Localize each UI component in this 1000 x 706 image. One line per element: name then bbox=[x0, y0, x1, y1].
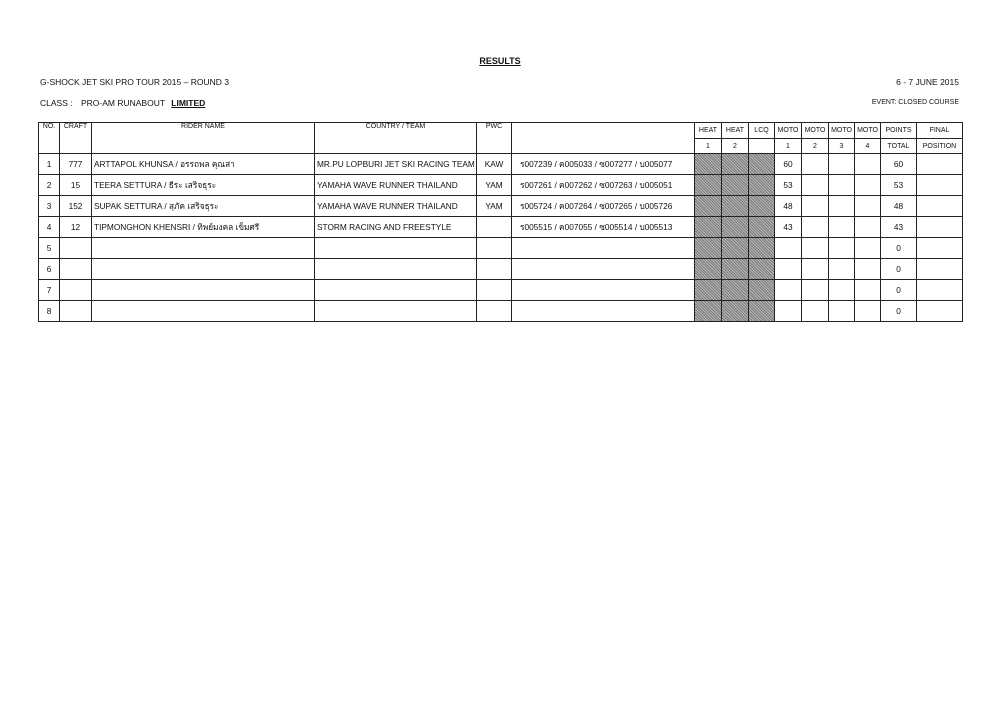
table-row bbox=[39, 301, 963, 322]
cell-ids bbox=[512, 259, 695, 280]
table-row bbox=[39, 280, 963, 301]
cell-moto3 bbox=[829, 175, 855, 196]
cell-final-position bbox=[917, 175, 963, 196]
cell-ids: ร007239 / ค005033 / ซ007277 / บ005077 bbox=[512, 154, 695, 175]
cell-final-position bbox=[917, 259, 963, 280]
cell-moto3 bbox=[829, 301, 855, 322]
cell-final-position bbox=[917, 280, 963, 301]
table-row bbox=[39, 175, 963, 196]
results-title: RESULTS bbox=[479, 56, 521, 66]
col-country-team: COUNTRY / TEAM bbox=[315, 123, 477, 154]
cell-country-team bbox=[315, 238, 477, 259]
cell-heat2 bbox=[722, 175, 749, 196]
cell-rider-name: TEERA SETTURA / ธีระ เสริจธุระ bbox=[92, 175, 315, 196]
col-moto3-sub: 3 bbox=[829, 139, 855, 154]
cell-moto4 bbox=[855, 238, 881, 259]
col-moto1-sub: 1 bbox=[775, 139, 802, 154]
cell-heat1 bbox=[695, 175, 722, 196]
cell-moto1 bbox=[775, 238, 802, 259]
cell-ids: ร005515 / ค007055 / ซ005514 / บ005513 bbox=[512, 217, 695, 238]
class-line bbox=[40, 98, 205, 108]
col-ids bbox=[512, 123, 695, 154]
col-final: FINAL bbox=[917, 123, 963, 139]
cell-lcq bbox=[749, 259, 775, 280]
cell-moto3 bbox=[829, 280, 855, 301]
cell-moto2 bbox=[802, 175, 829, 196]
cell-moto1: 48 bbox=[775, 196, 802, 217]
cell-moto4 bbox=[855, 154, 881, 175]
col-heat2: HEAT bbox=[722, 123, 749, 139]
col-points: POINTS bbox=[881, 123, 917, 139]
cell-lcq bbox=[749, 175, 775, 196]
cell-pwc bbox=[477, 217, 512, 238]
cell-no: 4 bbox=[39, 217, 60, 238]
results-table bbox=[38, 122, 963, 322]
cell-rider-name: SUPAK SETTURA / สุภัค เสริจธุระ bbox=[92, 196, 315, 217]
col-moto2-sub: 2 bbox=[802, 139, 829, 154]
cell-pwc bbox=[477, 301, 512, 322]
col-moto3: MOTO bbox=[829, 123, 855, 139]
cell-moto3 bbox=[829, 259, 855, 280]
cell-no: 7 bbox=[39, 280, 60, 301]
cell-moto2 bbox=[802, 238, 829, 259]
cell-rider-name bbox=[92, 238, 315, 259]
cell-no: 5 bbox=[39, 238, 60, 259]
cell-heat1 bbox=[695, 217, 722, 238]
cell-craft bbox=[60, 280, 92, 301]
col-lcq: LCQ bbox=[749, 123, 775, 139]
cell-points-total: 0 bbox=[881, 301, 917, 322]
cell-points-total: 43 bbox=[881, 217, 917, 238]
cell-heat1 bbox=[695, 238, 722, 259]
cell-pwc: YAM bbox=[477, 196, 512, 217]
col-moto4-sub: 4 bbox=[855, 139, 881, 154]
cell-lcq bbox=[749, 280, 775, 301]
cell-ids bbox=[512, 301, 695, 322]
cell-heat1 bbox=[695, 154, 722, 175]
event-course: EVENT: CLOSED COURSE bbox=[871, 99, 959, 106]
class-label: CLASS : bbox=[40, 98, 73, 108]
cell-moto1 bbox=[775, 259, 802, 280]
cell-moto3 bbox=[829, 217, 855, 238]
cell-points-total: 48 bbox=[881, 196, 917, 217]
cell-moto2 bbox=[802, 280, 829, 301]
cell-final-position bbox=[917, 217, 963, 238]
cell-points-total: 60 bbox=[881, 154, 917, 175]
cell-heat1 bbox=[695, 259, 722, 280]
cell-ids: ร005724 / ค007264 / ซ007265 / บ005726 bbox=[512, 196, 695, 217]
col-lcq-sub bbox=[749, 139, 775, 154]
cell-craft: 152 bbox=[60, 196, 92, 217]
col-heat2-sub: 2 bbox=[722, 139, 749, 154]
cell-moto4 bbox=[855, 259, 881, 280]
event-date: 6 - 7 JUNE 2015 bbox=[896, 77, 959, 87]
cell-craft bbox=[60, 259, 92, 280]
cell-country-team bbox=[315, 301, 477, 322]
cell-points-total: 0 bbox=[881, 259, 917, 280]
cell-points-total: 53 bbox=[881, 175, 917, 196]
col-moto2: MOTO bbox=[802, 123, 829, 139]
table-row bbox=[39, 196, 963, 217]
col-craft: CRAFT bbox=[60, 123, 92, 154]
cell-ids: ร007261 / ค007262 / ซ007263 / บ005051 bbox=[512, 175, 695, 196]
cell-lcq bbox=[749, 301, 775, 322]
cell-country-team: YAMAHA WAVE RUNNER THAILAND bbox=[315, 175, 477, 196]
cell-craft: 12 bbox=[60, 217, 92, 238]
event-name: G-SHOCK JET SKI PRO TOUR 2015 – ROUND 3 bbox=[40, 77, 229, 87]
cell-final-position bbox=[917, 301, 963, 322]
cell-pwc: KAW bbox=[477, 154, 512, 175]
table-row bbox=[39, 238, 963, 259]
col-heat1: HEAT bbox=[695, 123, 722, 139]
col-rider-name: RIDER NAME bbox=[92, 123, 315, 154]
cell-country-team: YAMAHA WAVE RUNNER THAILAND bbox=[315, 196, 477, 217]
cell-craft bbox=[60, 238, 92, 259]
cell-country-team bbox=[315, 259, 477, 280]
cell-heat1 bbox=[695, 301, 722, 322]
cell-heat2 bbox=[722, 217, 749, 238]
cell-moto4 bbox=[855, 280, 881, 301]
cell-moto3 bbox=[829, 154, 855, 175]
col-heat1-sub: 1 bbox=[695, 139, 722, 154]
cell-final-position bbox=[917, 196, 963, 217]
cell-moto2 bbox=[802, 196, 829, 217]
cell-lcq bbox=[749, 238, 775, 259]
cell-points-total: 0 bbox=[881, 280, 917, 301]
col-final-sub: POSITION bbox=[917, 139, 963, 154]
cell-moto3 bbox=[829, 238, 855, 259]
cell-moto2 bbox=[802, 217, 829, 238]
cell-final-position bbox=[917, 238, 963, 259]
cell-moto4 bbox=[855, 301, 881, 322]
cell-rider-name bbox=[92, 301, 315, 322]
cell-heat2 bbox=[722, 154, 749, 175]
cell-heat2 bbox=[722, 301, 749, 322]
cell-moto1 bbox=[775, 301, 802, 322]
col-no: NO. bbox=[39, 123, 60, 154]
cell-rider-name: ARTTAPOL KHUNSA / อรรถพล คุณสา bbox=[92, 154, 315, 175]
cell-moto4 bbox=[855, 217, 881, 238]
cell-no: 3 bbox=[39, 196, 60, 217]
cell-moto2 bbox=[802, 259, 829, 280]
col-points-sub: TOTAL bbox=[881, 139, 917, 154]
cell-no: 2 bbox=[39, 175, 60, 196]
cell-ids bbox=[512, 238, 695, 259]
cell-country-team: MR.PU LOPBURI JET SKI RACING TEAM bbox=[315, 154, 477, 175]
cell-rider-name bbox=[92, 280, 315, 301]
cell-no: 6 bbox=[39, 259, 60, 280]
cell-heat1 bbox=[695, 280, 722, 301]
header-row-top bbox=[39, 123, 963, 139]
col-moto1: MOTO bbox=[775, 123, 802, 139]
cell-moto3 bbox=[829, 196, 855, 217]
col-moto4: MOTO bbox=[855, 123, 881, 139]
cell-heat2 bbox=[722, 280, 749, 301]
cell-country-team bbox=[315, 280, 477, 301]
cell-pwc: YAM bbox=[477, 175, 512, 196]
table-row bbox=[39, 259, 963, 280]
cell-moto4 bbox=[855, 175, 881, 196]
cell-moto2 bbox=[802, 301, 829, 322]
cell-craft: 777 bbox=[60, 154, 92, 175]
cell-ids bbox=[512, 280, 695, 301]
cell-pwc bbox=[477, 259, 512, 280]
cell-craft: 15 bbox=[60, 175, 92, 196]
cell-heat2 bbox=[722, 259, 749, 280]
table-row bbox=[39, 217, 963, 238]
cell-heat2 bbox=[722, 196, 749, 217]
cell-heat1 bbox=[695, 196, 722, 217]
cell-heat2 bbox=[722, 238, 749, 259]
class-name: PRO-AM RUNABOUT bbox=[80, 98, 165, 108]
cell-pwc bbox=[477, 280, 512, 301]
cell-final-position bbox=[917, 154, 963, 175]
col-pwc: PWC bbox=[477, 123, 512, 154]
cell-lcq bbox=[749, 217, 775, 238]
cell-moto1: 43 bbox=[775, 217, 802, 238]
class-limited: LIMITED bbox=[171, 98, 206, 108]
cell-rider-name: TIPMONGHON KHENSRI / ทิพย์มงคล เข็มศรี bbox=[92, 217, 315, 238]
cell-craft bbox=[60, 301, 92, 322]
results-body bbox=[39, 154, 963, 322]
cell-moto2 bbox=[802, 154, 829, 175]
cell-pwc bbox=[477, 238, 512, 259]
cell-moto4 bbox=[855, 196, 881, 217]
cell-moto1 bbox=[775, 280, 802, 301]
cell-moto1: 60 bbox=[775, 154, 802, 175]
table-row bbox=[39, 154, 963, 175]
cell-lcq bbox=[749, 154, 775, 175]
cell-moto1: 53 bbox=[775, 175, 802, 196]
cell-points-total: 0 bbox=[881, 238, 917, 259]
cell-lcq bbox=[749, 196, 775, 217]
cell-no: 1 bbox=[39, 154, 60, 175]
cell-country-team: STORM RACING AND FREESTYLE bbox=[315, 217, 477, 238]
cell-rider-name bbox=[92, 259, 315, 280]
cell-no: 8 bbox=[39, 301, 60, 322]
